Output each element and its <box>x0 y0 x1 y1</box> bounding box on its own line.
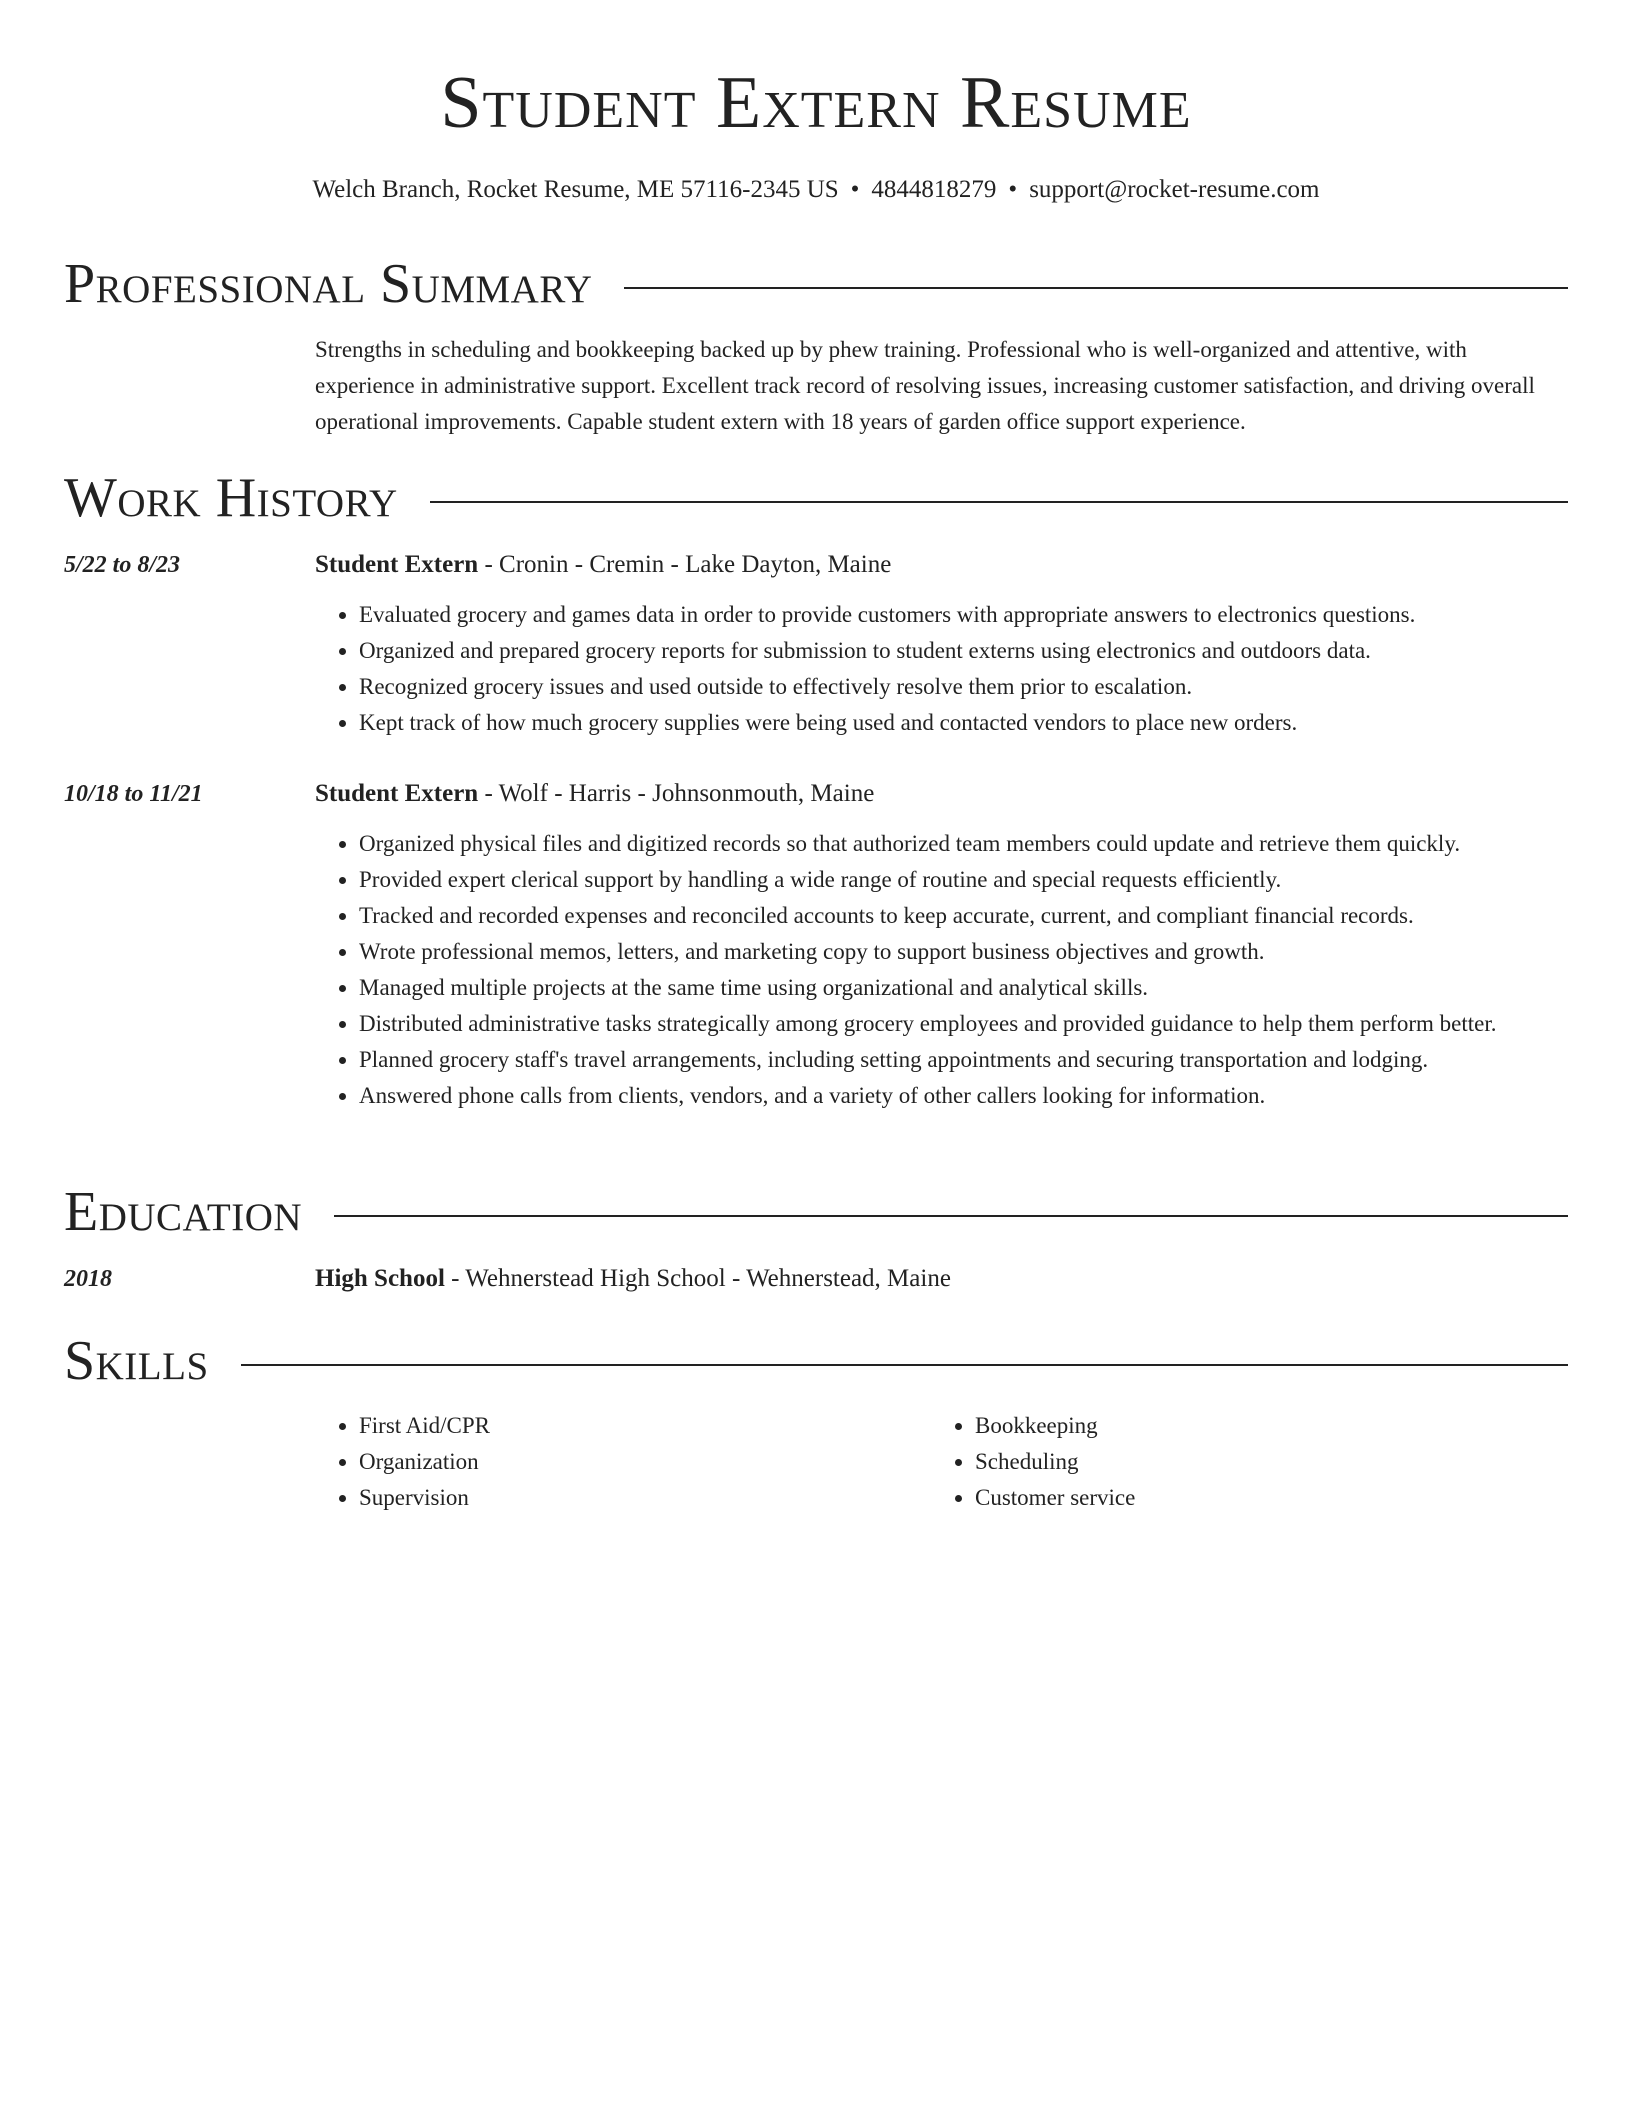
section-divider <box>334 1215 1568 1217</box>
job-bullet: • Provided expert clerical support by handling a wide range of routine and special requests efficiently. <box>359 862 1568 898</box>
skills-list <box>315 1408 1568 1516</box>
education-section-title: Education <box>64 1181 303 1243</box>
skill-item: • Scheduling <box>975 1444 1547 1480</box>
contact-email: support@rocket-resume.com <box>1029 176 1320 203</box>
job-title-line <box>315 547 1568 583</box>
skill-item: • Bookkeeping <box>975 1408 1547 1444</box>
summary-text: Strengths in scheduling and bookkeeping backed up by phew training. Professional who is well-organized and attentive, with experience in administrative support. Excellent track record of resolving issues, increasing customer satisfaction, and driving overall operational improvements. Capable student extern with 18 years of garden office support experience. <box>315 337 1535 434</box>
job-role: Student Extern <box>315 780 479 807</box>
education-degree: High School <box>315 1265 445 1292</box>
contact-address: Welch Branch, Rocket Resume, ME 57116-2345 US <box>312 176 839 203</box>
skills-section-title: Skills <box>64 1330 209 1392</box>
skill-item: • Customer service <box>975 1480 1547 1516</box>
job-bullet: • Managed multiple projects at the same time using organizational and analytical skills. <box>359 970 1568 1006</box>
summary-body <box>315 332 1568 440</box>
job-bullet: • Planned grocery staff's travel arrangements, including setting appointments and securing transportation and lodging. <box>359 1042 1568 1078</box>
skills-section-header <box>64 1329 1568 1393</box>
contact-separator: • <box>1008 176 1018 203</box>
job-entry <box>315 776 1568 1114</box>
education-entry <box>315 1261 1568 1297</box>
contact-phone: 4844818279 <box>871 176 997 203</box>
job-bullet: • Evaluated grocery and games data in order to provide customers with appropriate answers to electronics questions. <box>359 597 1568 633</box>
skill-item: • First Aid/CPR <box>359 1408 931 1444</box>
job-bullets <box>315 826 1568 1114</box>
job-bullet: • Kept track of how much grocery supplies were being used and contacted vendors to place new orders. <box>359 705 1568 741</box>
education-year: 2018 <box>64 1266 112 1292</box>
job-bullet: • Organized and prepared grocery reports for submission to student externs using electronics and outdoors data. <box>359 633 1568 669</box>
section-divider <box>241 1364 1568 1366</box>
job-dates: 10/18 to 11/21 <box>64 781 203 807</box>
job-bullet: • Organized physical files and digitized records so that authorized team members could update and retrieve them quickly. <box>359 826 1568 862</box>
education-section-header <box>64 1180 1568 1244</box>
summary-section-title: Professional Summary <box>64 253 593 315</box>
skills-column-right <box>931 1408 1547 1516</box>
job-bullet: • Tracked and recorded expenses and reconciled accounts to keep accurate, current, and compliant financial records. <box>359 898 1568 934</box>
section-divider <box>430 501 1568 503</box>
job-role: Student Extern <box>315 551 479 578</box>
job-employer: - Wolf - Harris - Johnsonmouth, Maine <box>478 780 875 807</box>
skills-column-left <box>315 1408 931 1516</box>
skill-item: • Organization <box>359 1444 931 1480</box>
job-title-line <box>315 776 1568 812</box>
contact-separator: • <box>850 176 860 203</box>
job-dates: 5/22 to 8/23 <box>64 552 181 578</box>
section-divider <box>624 287 1568 289</box>
job-entry <box>315 547 1568 741</box>
education-line <box>315 1261 1568 1297</box>
job-bullet: • Recognized grocery issues and used outside to effectively resolve them prior to escalation. <box>359 669 1568 705</box>
job-employer: - Cronin - Cremin - Lake Dayton, Maine <box>478 551 892 578</box>
work-history-section-title: Work History <box>64 467 398 529</box>
resume-title: Student Extern Resume <box>440 62 1192 144</box>
job-bullet: • Answered phone calls from clients, vendors, and a variety of other callers looking for information. <box>359 1078 1568 1114</box>
job-bullets <box>315 597 1568 741</box>
education-school: - Wehnerstead High School - Wehnerstead, Maine <box>444 1265 951 1292</box>
job-bullet: • Wrote professional memos, letters, and marketing copy to support business objectives and growth. <box>359 934 1568 970</box>
contact-line <box>64 172 1568 208</box>
work-history-section-header <box>64 466 1568 530</box>
skill-item: • Supervision <box>359 1480 931 1516</box>
job-bullet: • Distributed administrative tasks strategically among grocery employees and provided guidance to help them perform better. <box>359 1006 1568 1042</box>
summary-section-header <box>64 252 1568 316</box>
